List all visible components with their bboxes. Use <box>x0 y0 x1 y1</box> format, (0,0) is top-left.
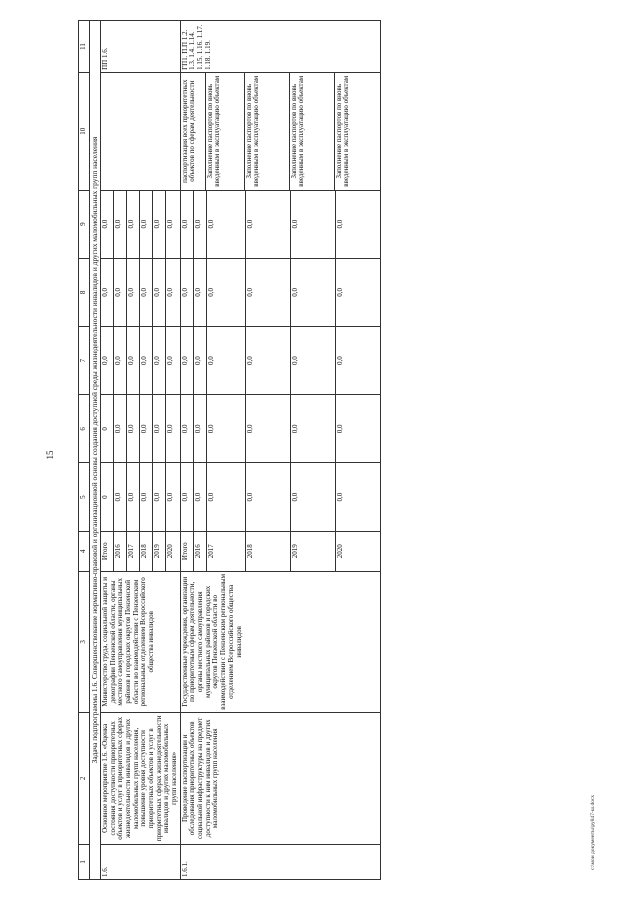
value: 0,0 <box>206 259 245 326</box>
values-col-9 <box>100 190 180 258</box>
value: 0,0 <box>335 219 344 229</box>
value: 0,0 <box>245 191 290 258</box>
page-number: 15 <box>45 450 55 460</box>
result-text: Заполнение паспортов по вновь введенным в эксплуатацию объектам <box>334 75 351 187</box>
value: 0,0 <box>290 395 335 462</box>
col-8: 8 <box>79 258 90 326</box>
result-text: Заполнение паспортов по вновь введенным в эксплуатацию объектам <box>289 73 334 190</box>
result-text: Заполнение паспортов по вновь введенным в эксплуатацию объектам <box>205 73 244 190</box>
values-col-8 <box>100 258 180 326</box>
value: 0,0 <box>139 259 152 326</box>
result-text: паспортизация всех приоритетных объектов по сферам деятельности <box>181 73 206 190</box>
values-col-8 <box>180 258 380 326</box>
value: 0,0 <box>290 463 335 530</box>
year: 2017 <box>126 532 139 571</box>
rotated-page <box>78 20 463 880</box>
value: 0,0 <box>181 327 194 394</box>
table-row-1-6-1 <box>180 21 380 880</box>
value: 0,0 <box>181 463 194 530</box>
value: 0,0 <box>206 191 245 258</box>
value: 0,0 <box>181 259 194 326</box>
value: 0,0 <box>126 463 139 530</box>
value: 0,0 <box>165 356 174 366</box>
value: 0,0 <box>165 288 174 297</box>
executor: Государственные учреждения, организации по приоритетным сферам деятельности, органы местного самоуправления муниципальных районов и городских округов Пензенской области во взаимодействии с Пензенским региональным отделением Всероссийского общества инвалидов <box>180 571 380 712</box>
year: 2018 <box>139 532 152 571</box>
value: 0,0 <box>245 395 290 462</box>
value: 0,0 <box>193 259 206 326</box>
value: 0,0 <box>152 191 165 258</box>
value: 0,0 <box>193 463 206 530</box>
measure-name: Проведение паспортизации и обследования приоритетных объектов социальной инфраструктуры на предмет доступности к ним инвалидов и других маломобильных групп населения <box>180 712 380 844</box>
col-1: 1 <box>79 844 90 879</box>
value: 0 <box>101 463 114 530</box>
values-col-5 <box>180 463 380 531</box>
col-3: 3 <box>79 571 90 712</box>
col-10: 10 <box>79 72 90 190</box>
value: 0,0 <box>101 191 114 258</box>
col-7: 7 <box>79 327 90 395</box>
values-col-7 <box>180 327 380 395</box>
values-col-7 <box>100 327 180 395</box>
value: 0,0 <box>165 492 174 502</box>
years-list <box>101 532 178 571</box>
year: 2020 <box>335 544 344 559</box>
row-number: 1.6.1. <box>180 844 380 879</box>
values-col-6 <box>100 395 180 463</box>
col-6: 6 <box>79 395 90 463</box>
value: 0,0 <box>193 327 206 394</box>
task-title: Задача подпрограммы 1.6. Совершенствование нормативно-правовой и организационной основы создания доступной среды жизнедеятельности инвалидов и других маломобильных групп населения <box>89 21 100 880</box>
year: 2017 <box>206 532 245 571</box>
col-5: 5 <box>79 463 90 531</box>
year: 2019 <box>290 532 335 571</box>
value: 0,0 <box>126 191 139 258</box>
value: 0,0 <box>113 395 126 462</box>
year: 2020 <box>165 544 174 559</box>
measures-table <box>78 20 381 880</box>
value: 0,0 <box>113 259 126 326</box>
indicator-ref: ПП 1.6. <box>100 21 180 73</box>
values-col-9 <box>180 190 380 258</box>
value: 0,0 <box>126 327 139 394</box>
value: 0,0 <box>113 191 126 258</box>
result-cell <box>180 72 380 190</box>
value: 0,0 <box>193 191 206 258</box>
value: 0,0 <box>290 191 335 258</box>
col-11: 11 <box>79 21 90 73</box>
value: 0,0 <box>113 327 126 394</box>
year: 2016 <box>113 532 126 571</box>
value: 0,0 <box>181 395 194 462</box>
value: 0,0 <box>245 259 290 326</box>
years-cell <box>100 531 180 571</box>
value: 0,0 <box>181 191 194 258</box>
value: 0,0 <box>152 327 165 394</box>
col-4: 4 <box>79 531 90 571</box>
values-col-6 <box>180 395 380 463</box>
year: 2018 <box>245 532 290 571</box>
header-row <box>79 21 90 880</box>
values-col-5 <box>100 463 180 531</box>
value: 0,0 <box>139 327 152 394</box>
value: 0,0 <box>335 424 344 434</box>
value: 0,0 <box>126 259 139 326</box>
value: 0,0 <box>165 424 174 434</box>
year: Итого <box>101 532 114 571</box>
value: 0,0 <box>139 395 152 462</box>
col-9: 9 <box>79 190 90 258</box>
value: 0,0 <box>335 356 344 366</box>
value: 0,0 <box>165 219 174 229</box>
value: 0,0 <box>245 327 290 394</box>
value: 0,0 <box>152 395 165 462</box>
result-text: Заполнение паспортов по вновь введенным в эксплуатацию объектам <box>244 73 289 190</box>
value: 0,0 <box>290 327 335 394</box>
table-row-1-6 <box>100 21 180 880</box>
value: 0,0 <box>335 288 344 297</box>
years-cell <box>180 531 380 571</box>
file-path-footer: c:\мои документы\ру847-ш.docx <box>590 794 596 870</box>
value: 0,0 <box>101 327 114 394</box>
year: Итого <box>181 532 194 571</box>
row-number: 1.6. <box>100 844 180 879</box>
value: 0,0 <box>206 327 245 394</box>
result-cell <box>100 72 180 190</box>
value: 0,0 <box>139 191 152 258</box>
value: 0,0 <box>152 463 165 530</box>
year: 2019 <box>152 532 165 571</box>
task-row <box>89 21 100 880</box>
value: 0,0 <box>152 259 165 326</box>
value: 0,0 <box>113 463 126 530</box>
value: 0,0 <box>139 463 152 530</box>
value: 0,0 <box>206 395 245 462</box>
value: 0,0 <box>101 259 114 326</box>
value: 0,0 <box>126 395 139 462</box>
col-2: 2 <box>79 712 90 844</box>
value: 0,0 <box>193 395 206 462</box>
measure-name: Основное мероприятие 1.6. «Оценка состояния доступности приоритетных объектов и услуг в приоритетных сферах жизнедеятельности инвалидов и других маломобильных групп населения, повышение уровня доступности приоритетных объектов и услуг в приоритетных сферах жизнедеятельности инвалидов и других маломобильных групп населения» <box>100 712 180 844</box>
value: 0,0 <box>290 259 335 326</box>
value: 0,0 <box>245 463 290 530</box>
executor: Министерство труда, социальной защиты и демографии Пензенской области, органы местного самоуправления муниципальных районов и городских округов Пензенской области во взаимодействии с Пензенским региональным отделением Всероссийского общества инвалидов <box>100 571 180 712</box>
value: 0,0 <box>335 492 344 502</box>
value: 0,0 <box>206 463 245 530</box>
value: 0 <box>101 395 114 462</box>
indicator-ref: ГП1. П.П 1.2. 1.3. 1.4. 1.14. 1.15. 1.16. 1.17. 1.18. 1.19. <box>180 21 380 73</box>
year: 2016 <box>193 532 206 571</box>
